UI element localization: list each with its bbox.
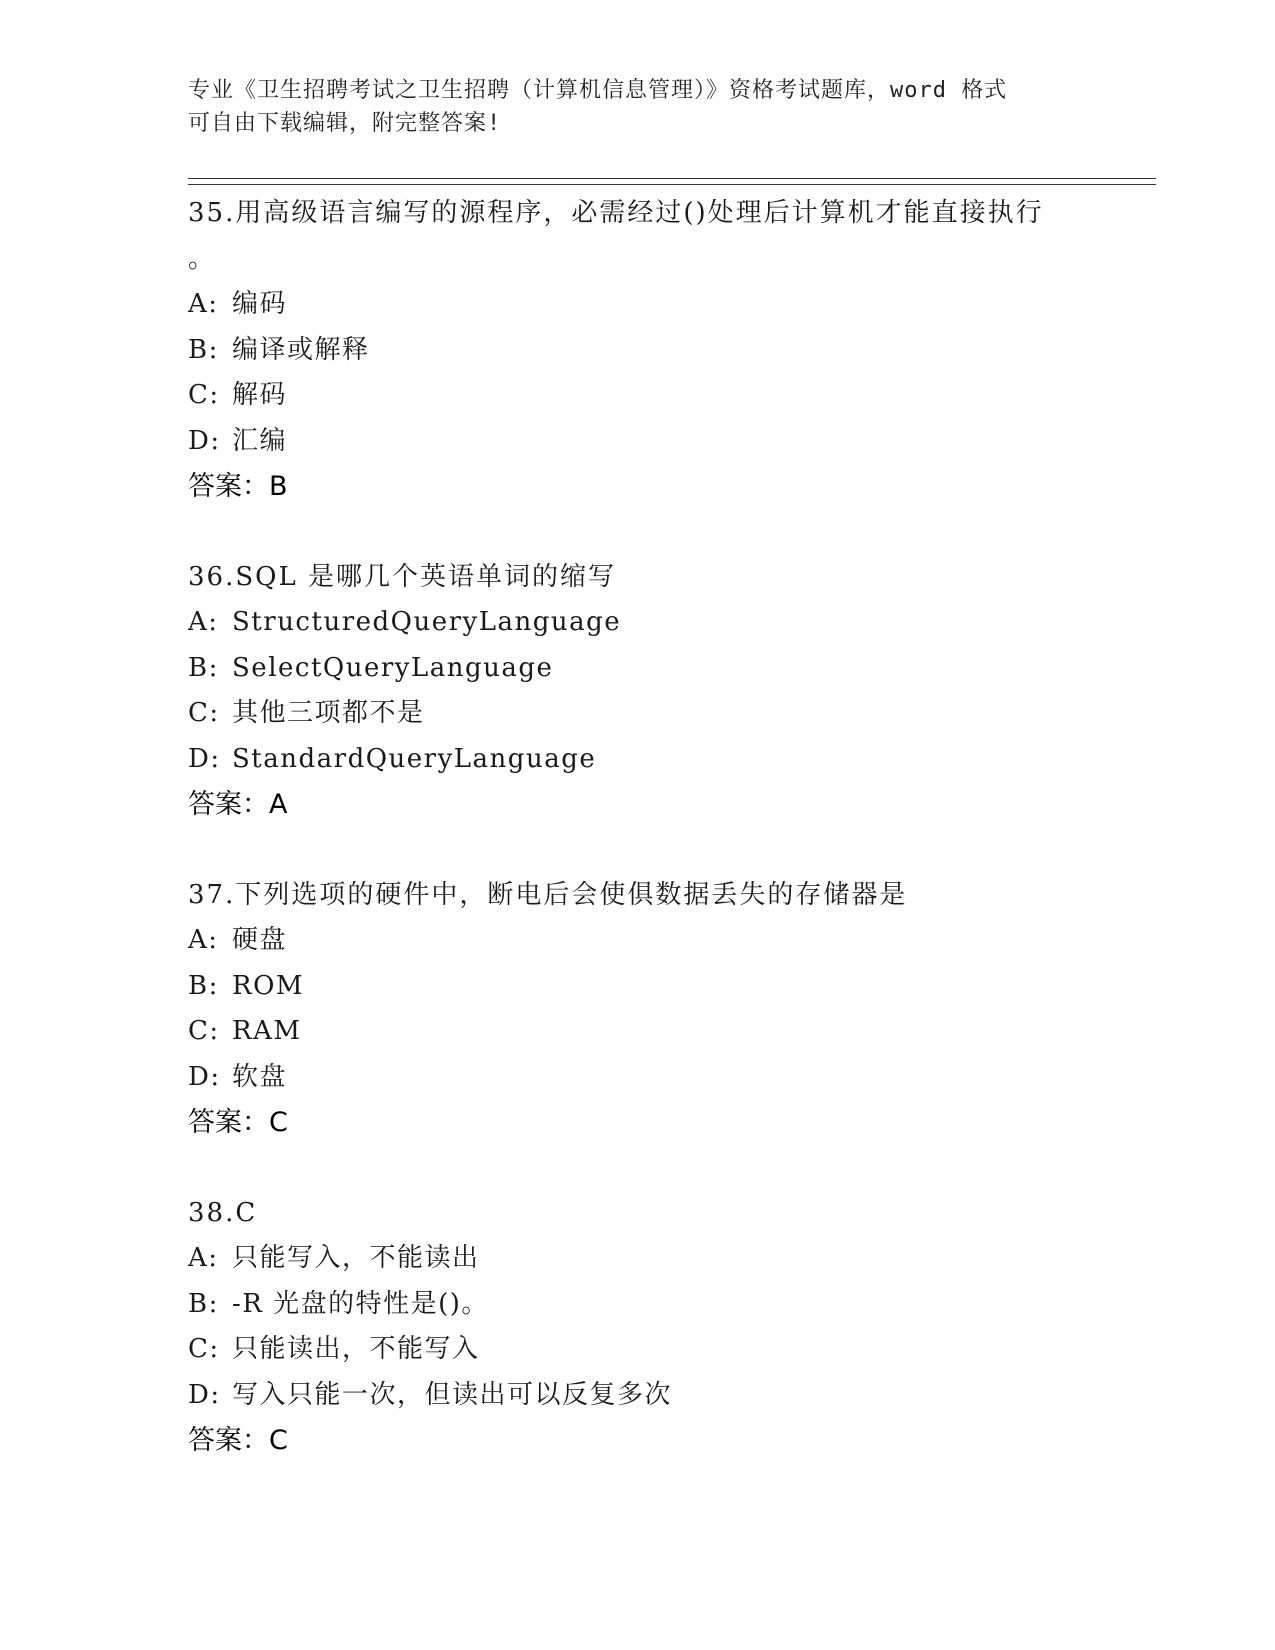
option-text: StandardQueryLanguage <box>232 743 597 774</box>
option-b <box>188 1282 1148 1328</box>
option-a <box>188 918 1148 964</box>
option-key: C: <box>188 380 220 410</box>
option-key: D: <box>188 743 221 774</box>
option-b <box>188 328 1148 374</box>
option-key: B: <box>188 970 219 1001</box>
option-text: 汇编 <box>232 425 288 456</box>
option-d <box>188 1373 1148 1419</box>
header-divider-top <box>188 178 1156 179</box>
option-d <box>188 1055 1148 1101</box>
question-stem: 35.用高级语言编写的源程序，必需经过()处理后计算机才能直接执行 <box>188 198 1044 228</box>
header-divider-bottom <box>188 184 1156 185</box>
option-key: C: <box>188 1334 220 1364</box>
option-a <box>188 282 1148 328</box>
option-text: SelectQueryLanguage <box>232 652 554 683</box>
option-text: -R 光盘的特性是()。 <box>232 1288 489 1319</box>
option-d <box>188 737 1148 783</box>
option-key: A: <box>188 925 219 955</box>
option-text: 其他三项都不是 <box>232 698 425 728</box>
answer-line: 答案：A <box>188 789 288 820</box>
option-b <box>188 646 1148 692</box>
answer-line: 答案：C <box>188 1107 288 1138</box>
option-a <box>188 600 1148 646</box>
document-header <box>188 74 1068 140</box>
option-c <box>188 1009 1148 1055</box>
header-line-1: 专业《卫生招聘考试之卫生招聘（计算机信息管理）》资格考试题库，word 格式 <box>188 78 1008 103</box>
header-line-2: 可自由下载编辑，附完整答案! <box>188 111 502 136</box>
option-key: C: <box>188 1016 220 1046</box>
option-c <box>188 1327 1148 1373</box>
option-text: 只能读出，不能写入 <box>232 1334 480 1364</box>
option-key: C: <box>188 698 220 728</box>
option-key: A: <box>188 607 219 637</box>
option-c <box>188 691 1148 737</box>
option-key: B: <box>188 1288 219 1319</box>
option-key: A: <box>188 1243 219 1273</box>
question-37 <box>188 872 1148 1146</box>
option-text: 软盘 <box>232 1061 288 1092</box>
option-key: B: <box>188 652 219 683</box>
option-text: ROM <box>232 970 305 1001</box>
question-stem: 38.C <box>188 1198 258 1228</box>
option-key: D: <box>188 1379 221 1410</box>
option-text: StructuredQueryLanguage <box>232 607 622 637</box>
option-d <box>188 419 1148 465</box>
question-35 <box>188 190 1148 510</box>
question-list <box>188 190 1148 1508</box>
option-a <box>188 1236 1148 1282</box>
question-36 <box>188 554 1148 828</box>
question-stem: 37.下列选项的硬件中，断电后会使俱数据丢失的存储器是 <box>188 880 908 910</box>
answer-line: 答案：B <box>188 471 288 502</box>
option-b <box>188 964 1148 1010</box>
option-c <box>188 373 1148 419</box>
option-text: 解码 <box>232 380 288 410</box>
option-text: 编译或解释 <box>232 334 370 365</box>
option-key: A: <box>188 289 219 319</box>
option-key: B: <box>188 334 219 365</box>
answer-line: 答案：C <box>188 1425 288 1456</box>
option-key: D: <box>188 1061 221 1092</box>
option-text: 硬盘 <box>232 925 288 955</box>
option-key: D: <box>188 425 221 456</box>
question-stem: 36.SQL 是哪几个英语单词的缩写 <box>188 562 617 592</box>
option-text: 写入只能一次，但读出可以反复多次 <box>232 1379 673 1410</box>
question-stem-continuation: 。 <box>188 244 217 274</box>
option-text: 只能写入，不能读出 <box>232 1243 480 1273</box>
question-38 <box>188 1190 1148 1464</box>
option-text: 编码 <box>232 289 288 319</box>
option-text: RAM <box>232 1016 302 1046</box>
